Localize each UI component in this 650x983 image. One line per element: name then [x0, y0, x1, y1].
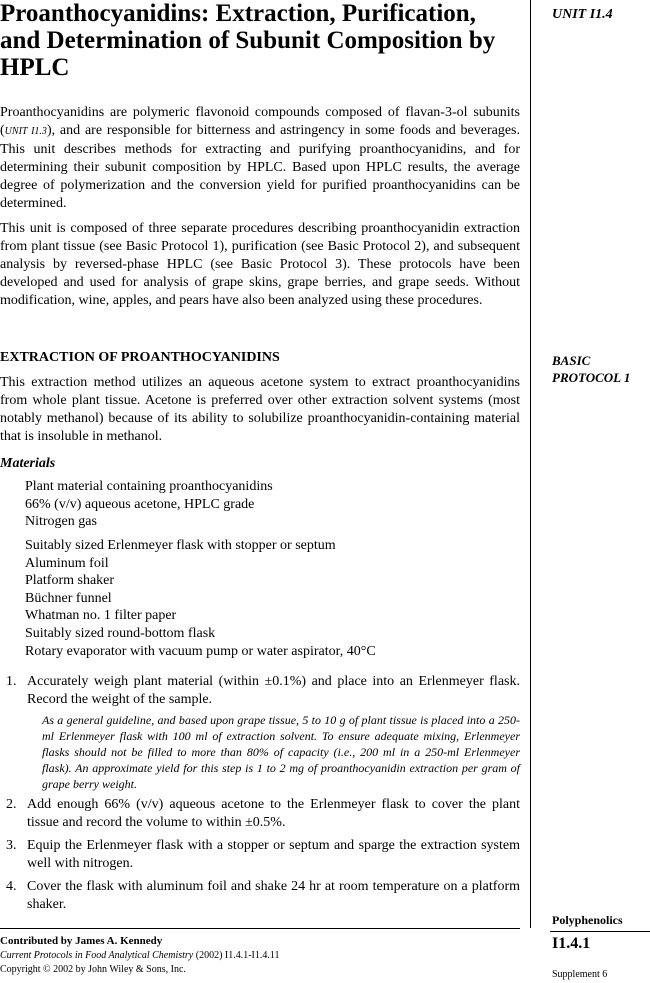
section-paragraph: This extraction method utilizes an aqueous acetone system to extract proanthocyanidins from whole plant tissue. Acetone is preferred over other extraction solvent systems (most notably methanol) because of its ability to solubilize proanthocyanidin-containing material that is insoluble in methanol. [0, 375, 520, 444]
list-item: Aluminum foil [25, 555, 109, 571]
column-divider-vertical [530, 0, 531, 928]
step-number: 4. [6, 879, 17, 894]
step-text: Equip the Erlenmeyer flask with a stopper or septum and sparge the extraction system well with nitrogen. [27, 838, 520, 871]
intro-text-end: ), and are responsible for bitterness and astringency in some foods and beverages. This unit describes methods for extracting and purifying proanthocyanidins, and for determining their subunit composition by HPLC. Based upon HPLC results, the average degree of polymerization and the conversion yield for purified proanthocyanidins can be determined. [0, 123, 521, 211]
intro-text-start: Proanthocyanidins are polymeric flavonoid compounds composed of flavan-3-ol subunits ( [0, 105, 520, 138]
basic-protocol-label: BASIC PROTOCOL 1 [552, 353, 631, 385]
journal-name: Current Protocols in Food Analytical Chemistry [0, 950, 194, 961]
reagents-list [25, 478, 273, 531]
list-item: Plant material containing proanthocyanidins [25, 479, 273, 494]
footer-divider [0, 928, 520, 929]
step-text: Cover the flask with aluminum foil and shake 24 hr at room temperature on a platform shaker. [27, 879, 520, 912]
list-item: 66% (v/v) aqueous acetone, HPLC grade [25, 496, 255, 512]
step-1 [0, 673, 520, 709]
copyright-notice: Copyright © 2002 by John Wiley & Sons, Inc. [0, 964, 186, 975]
list-item: Platform shaker [25, 573, 115, 589]
step-3 [0, 837, 520, 873]
equipment-list [25, 537, 376, 660]
supplement-label: Supplement 6 [552, 969, 608, 980]
intro-paragraph-1 [0, 104, 520, 213]
citation [0, 950, 280, 961]
step-number: 2. [6, 797, 17, 812]
document-title: Proanthocyanidins: Extraction, Purification, and Determination of Subunit Composition by HPLC [0, 0, 496, 81]
step-2 [0, 796, 520, 832]
page-number: I1.4.1 [552, 935, 591, 952]
list-item: Büchner funnel [25, 590, 112, 606]
step-text: Accurately weigh plant material (within ±0.1%) and place into an Erlenmeyer flask. Record the weight of the sample. [27, 674, 520, 707]
list-item: Suitably sized Erlenmeyer flask with stopper or septum [25, 538, 336, 553]
step-1-note: As a general guideline, and based upon grape tissue, 5 to 10 g of plant tissue is placed into a 250-ml Erlenmeyer flask with 100 ml of extraction solvent. To ensure adequate mixing, Erlenmeyer flasks should not be filled to more than 80% of capacity (i.e., 200 ml in a 250-ml Erlenmeyer flask). An approximate yield for this step is 1 to 2 mg of proanthocyanidin extraction per gram of grape berry weight. [42, 713, 520, 791]
section-heading: EXTRACTION OF PROANTHOCYANIDINS [0, 350, 280, 365]
step-number: 1. [6, 674, 17, 689]
unit-label: UNIT I1.4 [552, 7, 613, 22]
materials-heading: Materials [0, 456, 56, 471]
step-number: 3. [6, 838, 17, 853]
step-text: Add enough 66% (v/v) aqueous acetone to the Erlenmeyer flask to cover the plant tissue and record the volume to within ±0.5%. [27, 797, 520, 830]
citation-pages: (2002) I1.4.1-I1.4.11 [193, 950, 280, 961]
list-item: Suitably sized round-bottom flask [25, 625, 216, 641]
step-4 [0, 878, 520, 914]
contributor-credit: Contributed by James A. Kennedy [0, 935, 163, 947]
list-item: Nitrogen gas [25, 514, 97, 530]
section-name: Polyphenolics [552, 913, 623, 927]
list-item: Whatman no. 1 filter paper [25, 608, 177, 624]
sidebar-footer-divider [550, 931, 650, 932]
list-item: Rotary evaporator with vacuum pump or water aspirator, 40°C [25, 643, 376, 659]
unit-reference: UNIT I1.3 [4, 126, 47, 137]
intro-paragraph-2: This unit is composed of three separate procedures describing proanthocyanidin extraction from plant tissue (see Basic Protocol 1), purification (see Basic Protocol 2), and subsequent analysis by reversed-phase HPLC (see Basic Protocol 3). These protocols have been developed and used for analysis of grape skins, grape berries, and grape seeds. Without modification, wine, apples, and pears have also been analyzed using these procedures. [0, 221, 520, 308]
